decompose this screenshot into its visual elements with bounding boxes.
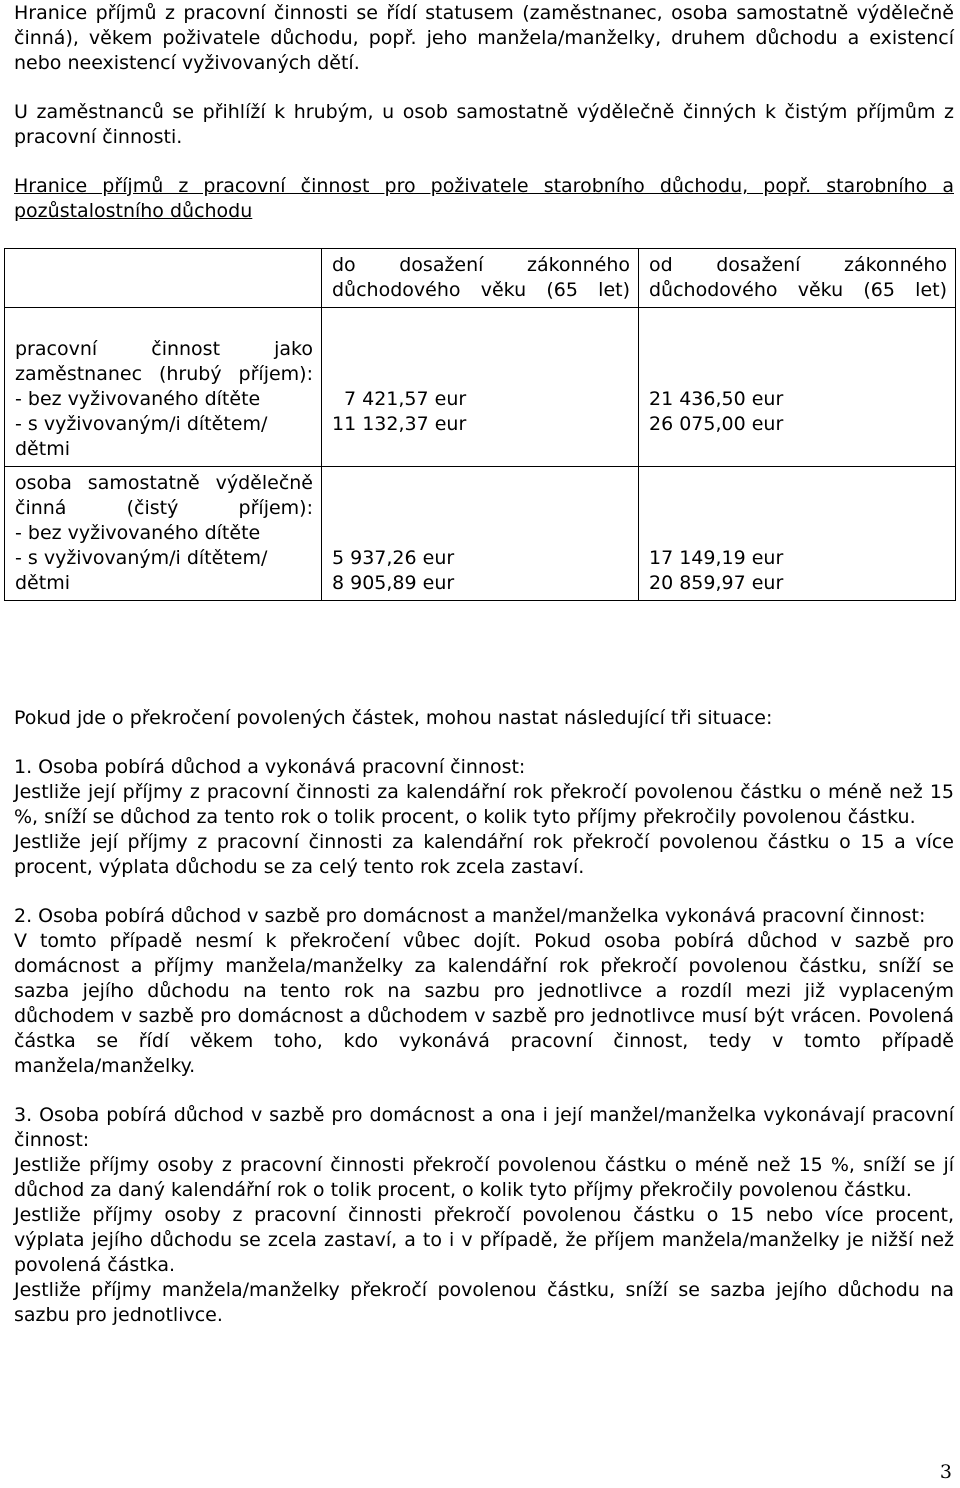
table-row [5, 467, 956, 601]
page-number: 3 [939, 1461, 952, 1483]
table-row [5, 308, 956, 467]
value-cell: 20 859,97 eur [649, 572, 784, 594]
situations-lead: Pokud jde o překročení povolených částek, mohou nastat následující tři situace: [14, 707, 773, 729]
intro-section [14, 1, 954, 224]
situation-2-paragraph-1: V tomto případě nesmí k překročení vůbec dojít. Pokud osoba pobírá důchod v sazbě pro domácnost a příjmy manžela/manželky za kalendářní rok překročí povolenou částku, sníží se sazba jejího důchodu na tento rok na sazbu pro jednotlivce a rozdíl mezi již vyplaceným důchodem v sazbě pro domácnost a důchodem v sazbě pro jednotlivce musí být vrácen. Povolená částka se řídí věkem toho, kdo vykonává pracovní činnost, tedy v tomto případě manžela/manželky. [14, 930, 954, 1077]
situation-3-paragraph-1: Jestliže příjmy osoby z pracovní činnosti překročí povolenou částku o méně než 15 %, sníží se jí důchod za daný kalendářní rok o tolik procent, o kolik tyto příjmy překročily povolenou částku. [14, 1154, 954, 1201]
situation-3-title: 3. Osoba pobírá důchod v sazbě pro domácnost a ona i její manžel/manželka vykonávají pracovní činnost: [14, 1104, 954, 1151]
row-label-self-employed: osoba samostatně výdělečně činná (čistý příjem): - bez vyživovaného dítěte - s vyživovaným/i dítětem/ dětmi [5, 467, 322, 601]
value-cell: 8 905,89 eur [332, 572, 455, 594]
value-cell: 17 149,19 eur [649, 547, 784, 569]
header-before-retirement: do dosažení zákonného důchodového věku (65 let) [322, 249, 639, 308]
limits-heading: Hranice příjmů z pracovní činnost pro poživatele starobního důchodu, popř. starobního a pozůstalostního důchodu [14, 175, 954, 222]
intro-paragraph-2: U zaměstnanců se přihlíží k hrubým, u osob samostatně výdělečně činných k čistým příjmům z pracovní činnosti. [14, 101, 954, 148]
value-cell: 26 075,00 eur [649, 413, 784, 435]
value-cell: 21 436,50 eur [649, 388, 784, 410]
intro-paragraph-1: Hranice příjmů z pracovní činnosti se řídí statusem (zaměstnanec, osoba samostatně výdělečně činná), věkem poživatele důchodu, popř. jeho manžela/manželky, druhem důchodu a existencí nebo neexistencí vyživovaných dětí. [14, 2, 954, 74]
situation-3-paragraph-3: Jestliže příjmy manžela/manželky překročí povolenou částku, sníží se sazba jejího důchodu na sazbu pro jednotlivce. [14, 1279, 954, 1326]
situation-1-paragraph-2: Jestliže její příjmy z pracovní činnosti za kalendářní rok překročí povolenou částku o 15 a více procent, výplata důchodu se za celý tento rok zcela zastaví. [14, 831, 954, 878]
employee-before-values [322, 308, 639, 467]
situation-3-paragraph-2: Jestliže příjmy osoby z pracovní činnosti překročí povolenou částku o 15 nebo více procent, výplata jejího důchodu se zcela zastaví, a to i v případě, že příjem manžela/manželky je nižší než povolená částka. [14, 1204, 954, 1276]
row-label-employee: pracovní činnost jako zaměstnanec (hrubý příjem): - bez vyživovaného dítěte - s vyživovaným/i dítětem/ dětmi [5, 308, 322, 467]
table-header-row [5, 249, 956, 308]
situations-section [14, 706, 954, 1328]
income-limits-table [4, 248, 956, 601]
employee-after-values [639, 308, 956, 467]
value-cell: 5 937,26 eur [332, 547, 455, 569]
situation-2-title: 2. Osoba pobírá důchod v sazbě pro domácnost a manžel/manželka vykonává pracovní činnost: [14, 905, 926, 927]
value-cell: 11 132,37 eur [332, 413, 467, 435]
situation-1-paragraph-1: Jestliže její příjmy z pracovní činnosti za kalendářní rok překročí povolenou částku o méně než 15 %, sníží se důchod za tento rok o tolik procent, o kolik tyto příjmy překročily povolenou částku. [14, 781, 954, 828]
header-after-retirement: od dosažení zákonného důchodového věku (65 let) [639, 249, 956, 308]
situation-1-title: 1. Osoba pobírá důchod a vykonává pracovní činnost: [14, 756, 526, 778]
self-employed-after-values [639, 467, 956, 601]
self-employed-before-values [322, 467, 639, 601]
header-empty-cell [5, 249, 322, 308]
value-cell: 7 421,57 eur [344, 388, 467, 410]
